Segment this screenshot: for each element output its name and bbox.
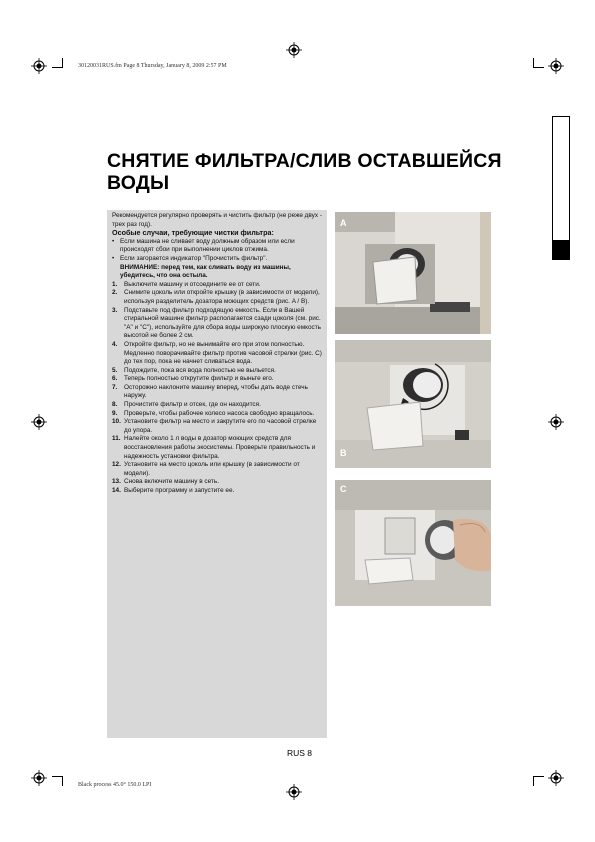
list-item: • Если машина не сливает воду должным образом или если происходят сбои при выполнении циклов отжима. <box>112 237 295 254</box>
section-tab-marker <box>552 240 570 260</box>
filter-removal-image <box>335 480 491 606</box>
list-item: 8. Прочистите фильтр и отсек, где он находится. <box>112 401 261 409</box>
registration-mark-icon <box>548 414 564 430</box>
list-item: • Если загорается индикатор "Прочистить фильтр". <box>112 254 268 262</box>
list-item: 11. Налейте около 1 л воды в дозатор моющих средств для восстановления работы экосистемы. Проверьте правильность и надежность установки фильтра. <box>112 435 316 460</box>
instructions-content <box>112 212 324 496</box>
list-item: 7. Осторожно наклоните машину вперед, чтобы дать воде стечь наружу. <box>112 383 308 400</box>
list-item: 9. Проверьте, чтобы рабочее колесо насоса свободно вращалось. <box>112 409 315 417</box>
intro-text: Рекомендуется регулярно проверять и чистить фильтр (не реже двух - трех раз год). <box>112 212 322 228</box>
registration-mark-icon <box>548 770 564 786</box>
registration-mark-icon <box>31 414 47 430</box>
list-item: 14. Выберите программу и запустите ее. <box>112 487 235 494</box>
registration-mark-icon <box>286 784 302 800</box>
photo-label: B <box>340 448 347 458</box>
photo-label: A <box>340 218 347 228</box>
list-item: 13. Снова включите машину в сеть. <box>112 478 219 486</box>
warning-text: ВНИМАНИЕ: перед тем, как сливать воду из машины, убедитесь, что она остыла. <box>120 263 291 280</box>
list-item: 4. Откройте фильтр, но не вынимайте его при этом полностью. Медленно поворачивайте фильтр против часовой стрелки (рис. C) до тех пор, пока не начнет сливаться вода. <box>112 340 322 366</box>
header-slug: 30120031RUS.fm Page 8 Thursday, January 8, 2009 2:57 PM <box>78 63 227 69</box>
registration-mark-icon <box>31 58 47 74</box>
washer-filter-cover-image <box>335 212 491 334</box>
washer-filter-rotate-image <box>335 340 491 468</box>
list-item: 2. Снимите цоколь или откройте крышку (в зависимости от модели), используя разделитель дозатора моющих средств (рис. A / B). <box>112 289 320 305</box>
section-tab-outline <box>552 116 570 240</box>
steps-list <box>112 281 324 496</box>
page-title: СНЯТИЕ ФИЛЬТРА/СЛИВ ОСТАВШЕЙСЯ ВОДЫ <box>107 150 502 194</box>
list-item: 12. Установите на место цоколь или крышку (в зависимости от модели). <box>112 461 300 477</box>
registration-mark-icon <box>548 58 564 74</box>
page-number: RUS 8 <box>287 748 313 758</box>
photo-label: C <box>340 484 347 494</box>
registration-mark-icon <box>31 770 47 786</box>
photo-b <box>335 340 491 468</box>
list-item: 1. Выключите машину и отсоедините ее от сети. <box>112 280 261 288</box>
list-item: 6. Теперь полностью открутите фильтр и выньте его. <box>112 375 274 383</box>
footer-slug: Black process 45.0° 150.0 LPI <box>78 782 152 788</box>
registration-mark-icon <box>286 42 302 58</box>
list-item: 5. Подождите, пока вся вода полностью не выльется. <box>112 366 276 374</box>
list-item: 10. Установите фильтр на место и закрутите его по часовой стрелке до упора. <box>112 418 317 434</box>
photo-c <box>335 480 491 606</box>
special-cases-heading: Особые случаи, требующие чистки фильтра: <box>112 228 274 238</box>
list-item: 3. Подставьте под фильтр подходящую емкость. Если в Вашей стиральной машине фильтр располагается сзади цоколя (см. рис. "A" и "C"), используйте для сбора воды широкую плоскую емкость высотой не более 2 см. <box>112 306 321 340</box>
photo-a <box>335 212 491 334</box>
